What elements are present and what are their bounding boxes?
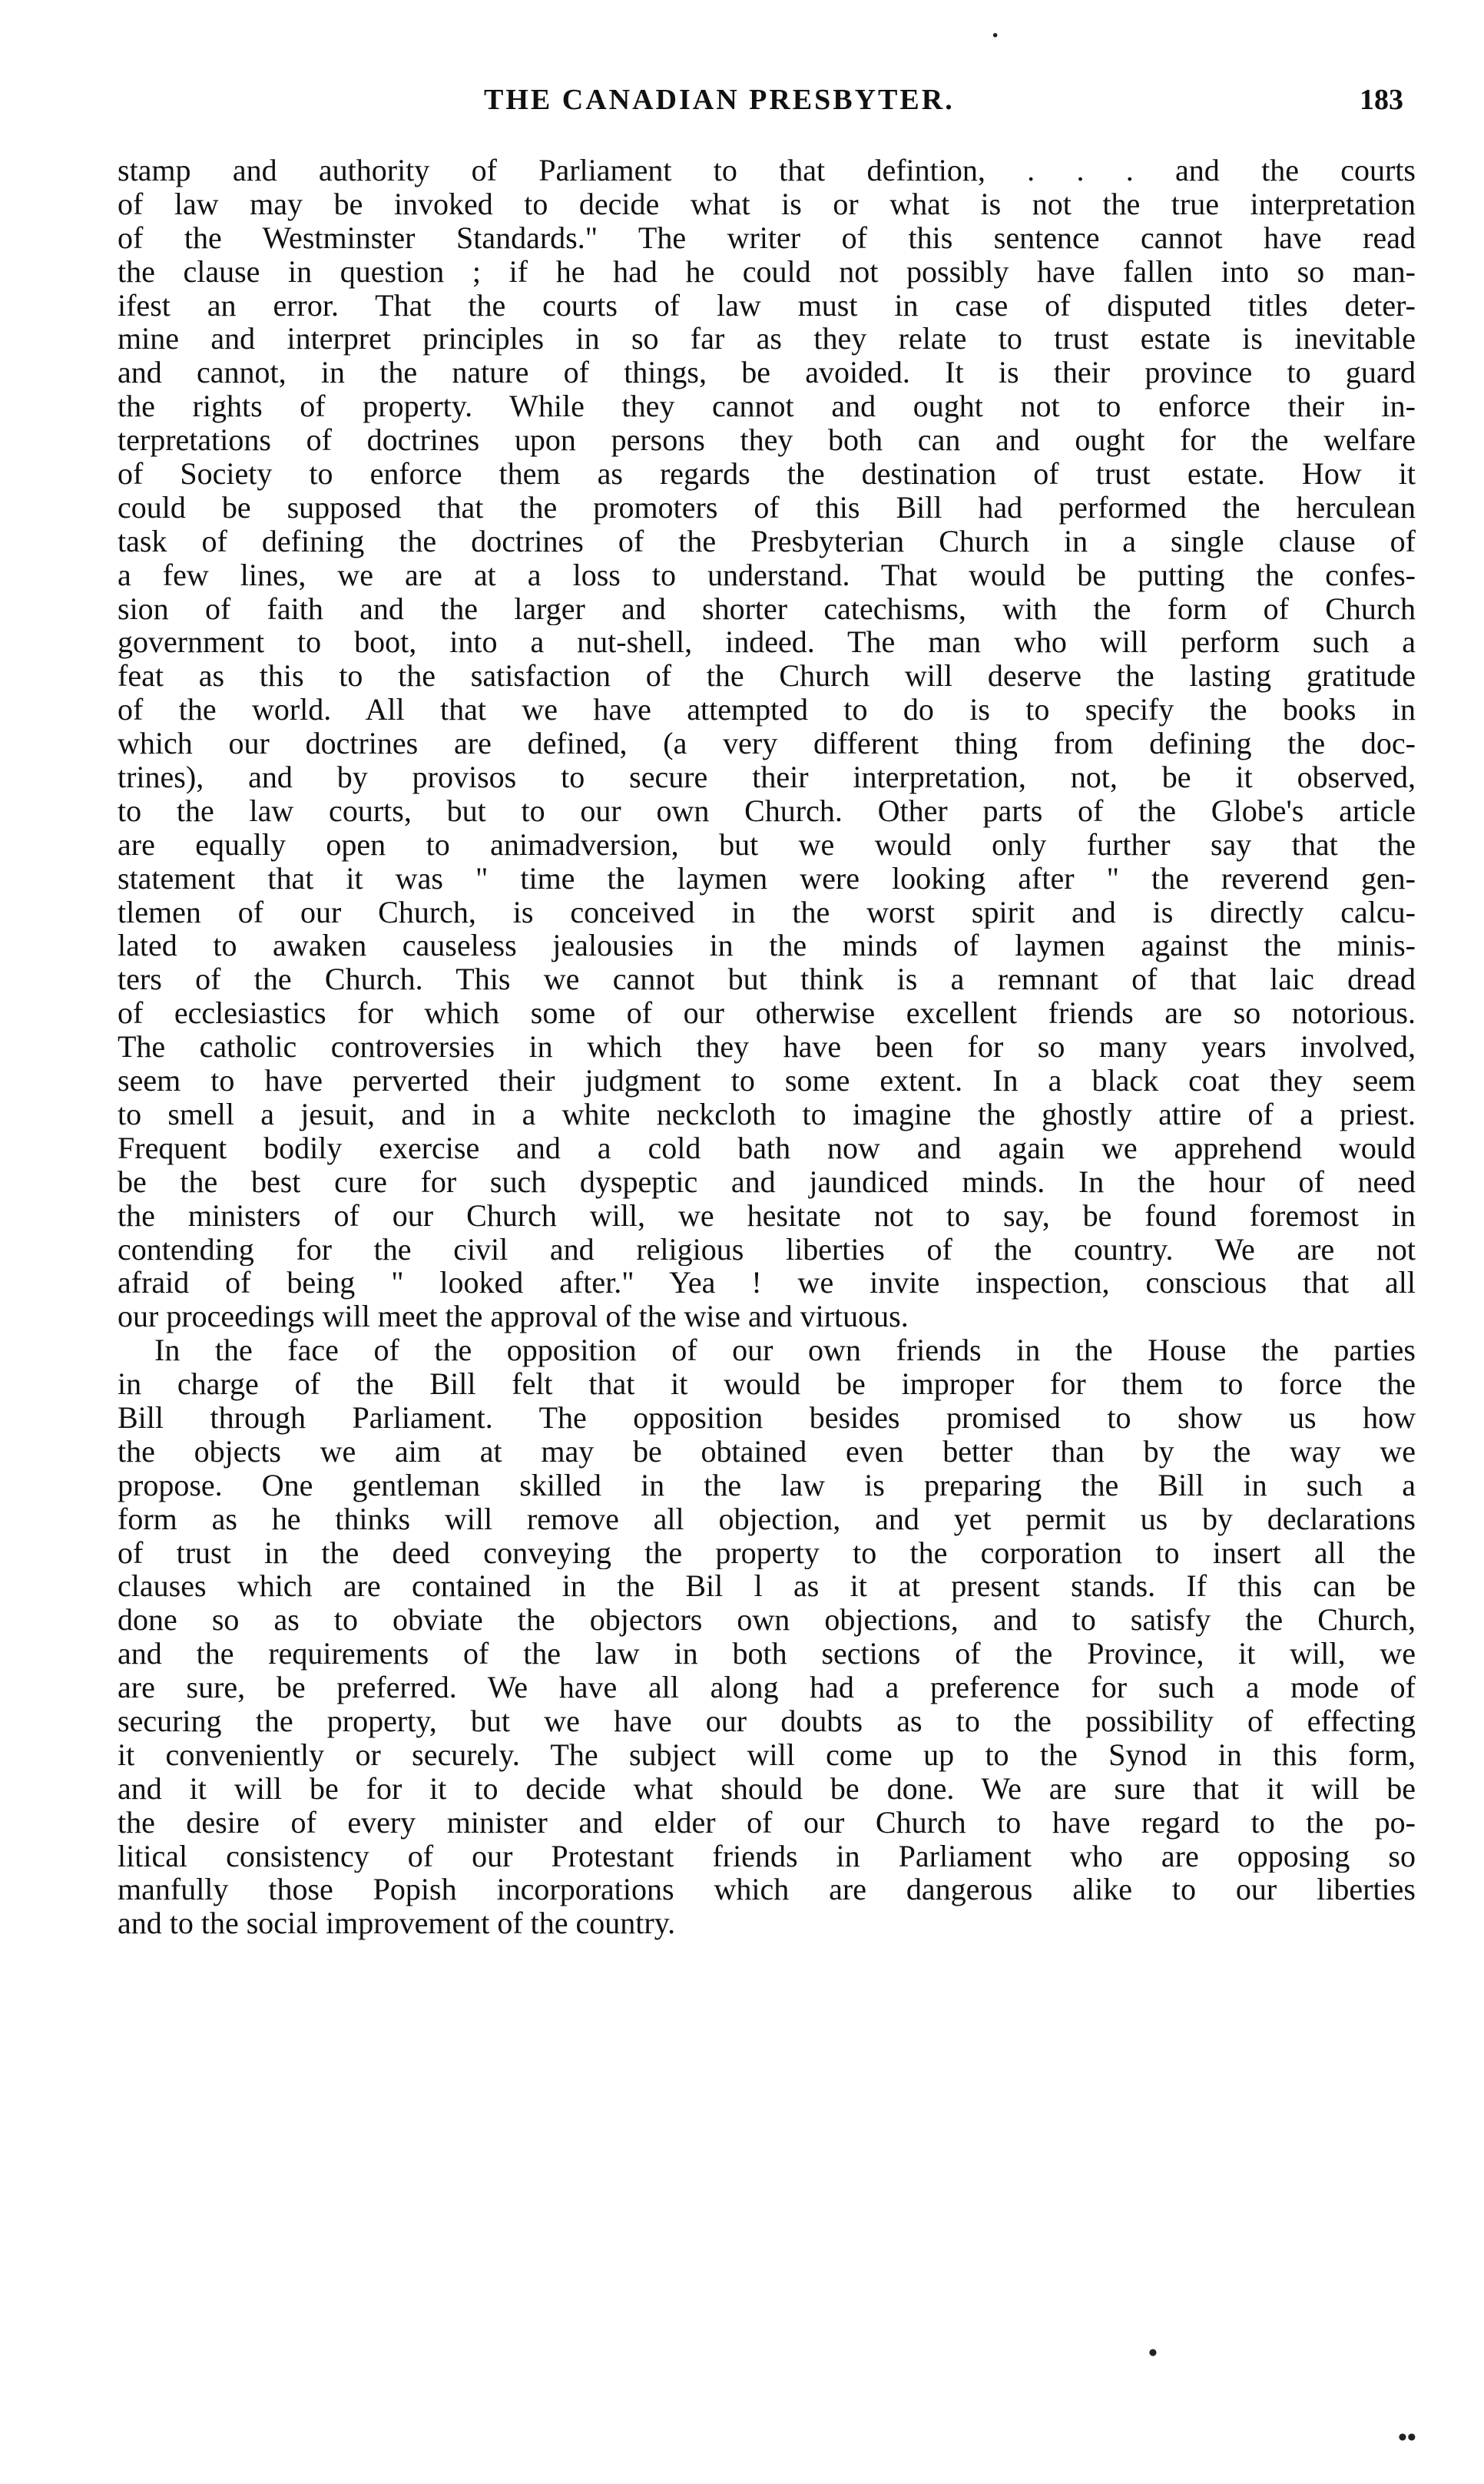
text-line: government to boot, into a nut-shell, indeed. The man who will perform such a bbox=[118, 625, 1416, 660]
text-line: Bill through Parliament. The opposition besides promised to show us how bbox=[118, 1400, 1416, 1435]
text-line: terpretations of doctrines upon persons they both can and ought for the welfare bbox=[118, 423, 1416, 458]
text-line: and the requirements of the law in both sections of the Province, it will, we bbox=[118, 1637, 1416, 1671]
text-line: and it will be for it to decide what should be done. We are sure that it will be bbox=[118, 1771, 1416, 1806]
text-line: the desire of every minister and elder of our Church to have regard to the po- bbox=[118, 1805, 1416, 1840]
text-line: Frequent bodily exercise and a cold bath now and again we apprehend would bbox=[118, 1131, 1416, 1165]
text-line: the rights of property. While they cannot and ought not to enforce their in- bbox=[118, 389, 1416, 424]
text-line: of the Westminster Standards." The writer of this sentence cannot have read bbox=[118, 220, 1416, 255]
stray-mark: · bbox=[991, 22, 1000, 50]
text-line: the clause in question ; if he had he could not possibly have fallen into so man- bbox=[118, 254, 1416, 289]
running-title: THE CANADIAN PRESBYTER. bbox=[484, 84, 955, 116]
text-line: of law may be invoked to decide what is or what is not the true interpretation bbox=[118, 187, 1416, 221]
text-line: in charge of the Bill felt that it would be improper for them to force the bbox=[118, 1367, 1416, 1401]
stray-mark: • bbox=[1148, 2339, 1158, 2367]
text-line: tlemen of our Church, is conceived in the worst spirit and is directly calcu- bbox=[118, 895, 1416, 929]
article-body bbox=[118, 154, 1416, 1940]
text-line: to smell a jesuit, and in a white neckcloth to imagine the ghostly attire of a priest. bbox=[118, 1097, 1416, 1131]
page-number: 183 bbox=[1360, 84, 1403, 116]
text-line: clauses which are contained in the Bil l as it at present stands. If this can be bbox=[118, 1569, 1416, 1604]
text-line: of trust in the deed conveying the property to the corporation to insert all the bbox=[118, 1535, 1416, 1570]
text-line: sion of faith and the larger and shorter catechisms, with the form of Church bbox=[118, 591, 1416, 626]
text-line: mine and interpret principles in so far as they relate to trust estate is inevitable bbox=[118, 322, 1416, 356]
text-line: of the world. All that we have attempted to do is to specify the books in bbox=[118, 693, 1416, 727]
text-line: contending for the civil and religious liberties of the country. We are not bbox=[118, 1232, 1416, 1267]
text-line: stamp and authority of Parliament to that defintion, . . . and the courts bbox=[118, 154, 1416, 187]
text-line: done so as to obviate the objectors own objections, and to satisfy the Church, bbox=[118, 1603, 1416, 1638]
text-line: statement that it was " time the laymen were looking after " the reverend gen- bbox=[118, 861, 1416, 896]
text-line: our proceedings will meet the approval of the wise and virtuous. bbox=[118, 1300, 909, 1334]
text-line: In the face of the opposition of our own friends in the House the parties bbox=[154, 1333, 1416, 1368]
text-line: are sure, be preferred. We have all along had a preference for such a mode of bbox=[118, 1671, 1416, 1704]
text-line: of Society to enforce them as regards the destination of trust estate. How it bbox=[118, 457, 1416, 491]
text-line: a few lines, we are at a loss to understand. That would be putting the confes- bbox=[118, 558, 1416, 592]
text-line: be the best cure for such dyspeptic and jaundiced minds. In the hour of need bbox=[118, 1164, 1416, 1199]
stray-mark: •• bbox=[1398, 2423, 1416, 2452]
text-line: could be supposed that the promoters of this Bill had performed the herculean bbox=[118, 490, 1416, 525]
text-line: of ecclesiastics for which some of our otherwise excellent friends are so notorious. bbox=[118, 996, 1416, 1031]
text-line: ifest an error. That the courts of law must in case of disputed titles deter- bbox=[118, 288, 1416, 323]
text-line: it conveniently or securely. The subject will come up to the Synod in this form, bbox=[118, 1737, 1416, 1772]
text-line: The catholic controversies in which they have been for so many years involved, bbox=[118, 1030, 1416, 1065]
paragraph bbox=[118, 154, 1416, 1333]
text-line: to the law courts, but to our own Church. Other parts of the Globe's article bbox=[118, 793, 1416, 828]
text-line: afraid of being " looked after." Yea ! we invite inspection, conscious that all bbox=[118, 1266, 1416, 1300]
text-line: which our doctrines are defined, (a very different thing from defining the doc- bbox=[118, 727, 1416, 761]
text-line: are equally open to animadversion, but we would only further say that the bbox=[118, 827, 1416, 862]
page-header bbox=[0, 83, 1484, 129]
text-line: propose. One gentleman skilled in the law is preparing the Bill in such a bbox=[118, 1468, 1416, 1502]
text-line: trines), and by provisos to secure their interpretation, not, be it observed, bbox=[118, 760, 1416, 794]
text-line: the objects we aim at may be obtained even better than by the way we bbox=[118, 1434, 1416, 1469]
text-line: and cannot, in the nature of things, be avoided. It is their province to guard bbox=[118, 356, 1416, 390]
paragraph bbox=[118, 1333, 1416, 1940]
text-line: and to the social improvement of the country. bbox=[118, 1906, 676, 1941]
text-line: ters of the Church. This we cannot but think is a remnant of that laic dread bbox=[118, 962, 1416, 997]
text-line: form as he thinks will remove all objection, and yet permit us by declarations bbox=[118, 1502, 1416, 1536]
text-line: securing the property, but we have our doubts as to the possibility of effecting bbox=[118, 1704, 1416, 1738]
text-line: seem to have perverted their judgment to some extent. In a black coat they seem bbox=[118, 1064, 1416, 1098]
text-line: the ministers of our Church will, we hesitate not to say, be found foremost in bbox=[118, 1198, 1416, 1233]
text-line: feat as this to the satisfaction of the Church will deserve the lasting gratitude bbox=[118, 659, 1416, 694]
text-line: manfully those Popish incorporations which are dangerous alike to our liberties bbox=[118, 1873, 1416, 1907]
text-line: litical consistency of our Protestant friends in Parliament who are opposing so bbox=[118, 1839, 1416, 1873]
text-line: task of defining the doctrines of the Presbyterian Church in a single clause of bbox=[118, 524, 1416, 558]
text-line: lated to awaken causeless jealousies in the minds of laymen against the minis- bbox=[118, 929, 1416, 963]
